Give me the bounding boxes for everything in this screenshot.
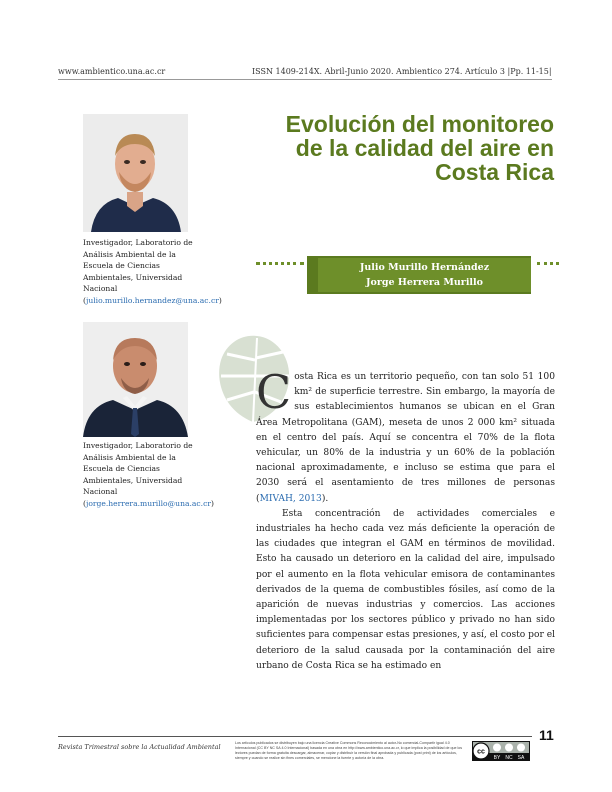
article-title: Evolución del monitoreo de la calidad del aire en Costa Rica	[285, 111, 554, 185]
portrait-illustration-1	[83, 114, 188, 232]
creative-commons-badge-icon[interactable]	[472, 741, 530, 761]
portrait-illustration-2	[83, 322, 188, 437]
journal-website[interactable]: www.ambientico.una.ac.cr	[58, 67, 166, 76]
paragraph-1	[256, 365, 555, 507]
author-photo-1	[83, 114, 188, 232]
author-caption-2	[83, 440, 214, 510]
author-photo-2	[83, 322, 188, 437]
dotted-divider-left	[256, 262, 304, 266]
author-affiliation-1: Investigador, Laboratorio de Análisis Ambiental de la Escuela de Ciencias Ambientales, Universidad Nacional (	[83, 238, 193, 305]
drop-cap: C	[256, 365, 292, 419]
journal-name: Revista Trimestral sobre la Actualidad Ambiental	[58, 743, 221, 751]
cc-badge-sa: SA	[517, 755, 525, 761]
author-email-link-1[interactable]: julio.murillo.hernandez@una.ac.cr	[85, 295, 219, 305]
citation-link-mivah[interactable]: MIVAH, 2013	[259, 493, 322, 504]
header-divider	[58, 79, 552, 80]
svg-text:cc: cc	[477, 748, 485, 756]
dotted-divider-right	[537, 262, 559, 266]
license-text: Los artículos publicados se distribuyen bajo una licencia Creative Commons Reconocimiento al autor-No comercial-Compartir igual 4.0 Internacional (CC BY NC SA 4.0 Internacional) basada en una obra en http://www.ambientico.una.ac.cr, lo que implica la posibilidad de que los lectores puedan de forma gratuita descargar, almacenar, copiar y distribuir la versión final aprobada y publicada (post print) de los artículos, siempre y cuando se realice sin fines comerciales, se mencione la fuente y autoría de la obra.	[235, 741, 463, 760]
author-email-link-2[interactable]: jorge.herrera.murillo@una.ac.cr	[85, 498, 211, 508]
article-body	[256, 365, 555, 674]
author-name-2: Jorge Herrera Murillo	[366, 277, 483, 288]
footer-divider	[58, 736, 532, 737]
paragraph-1-text: osta Rica es un territorio pequeño, con tan solo 51 100 km² de superficie terrestre. Sin embargo, la mayoría de sus establecimientos humanos se ubican en el Gran Área Metropolitana (GAM), meseta de unos 2 000 km² situada en el centro del país. Aquí se concentra el 70% de la flota vehicular, un 80% de la industria y un 60% de la población nacional aproximadamente, e incluso se estima que para el 2030 será el asentamiento de tres millones de personas (	[256, 372, 555, 504]
paragraph-1-end: ).	[321, 493, 329, 504]
author-affiliation-2: Investigador, Laboratorio de Análisis Ambiental de la Escuela de Ciencias Ambientales, Universidad Nacional (	[83, 441, 193, 508]
cc-badge-by: BY	[493, 755, 501, 761]
caption-close-1: )	[218, 295, 222, 305]
cc-badge-nc: NC	[505, 755, 513, 761]
paragraph-2: Esta concentración de actividades comerciales e industriales ha hecho cada vez más deficiente la operación de las ciudades que integran el GAM en términos de movilidad. Esto ha causado un deterioro en la calidad del aire, impulsado por el aumento en la flota vehicular emisora de contaminantes derivados de la quema de combustibles fósiles, así como de la aparición de nuevas industrias y comercios. Las acciones implementadas por los sectores público y privado no han sido suficientes para compensar estas presiones, y así, el costo por el deterioro de la salud causada por la contaminación del aire urbano de Costa Rica se ha estimado en	[256, 508, 555, 671]
page-number: 11	[539, 727, 554, 743]
author-name-1: Julio Murillo Hernández	[359, 262, 490, 273]
issue-info: ISSN 1409-214X. Abril-Junio 2020. Ambientico 274. Artículo 3 |Pp. 11-15|	[252, 67, 552, 76]
author-caption-1	[83, 237, 222, 307]
caption-close-2: )	[210, 498, 214, 508]
